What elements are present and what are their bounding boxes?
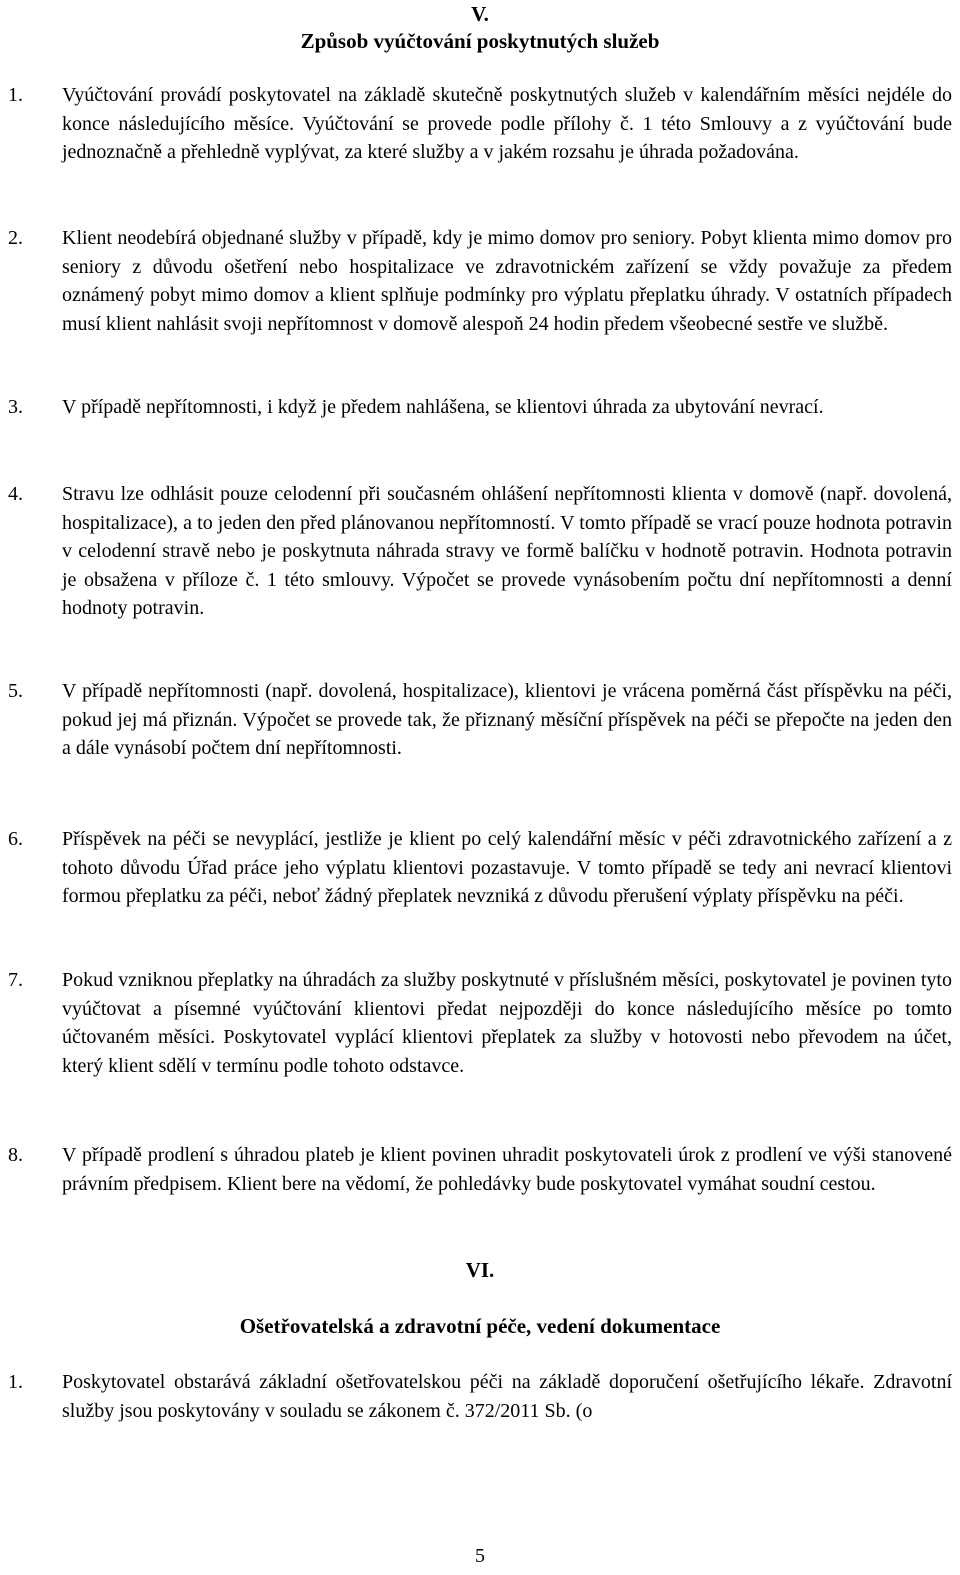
section-number: V.: [471, 2, 489, 26]
item-number: 3.: [8, 396, 23, 418]
item-text: Stravu lze odhlásit pouze celodenní při současném ohlášení nepřítomnosti klienta v domově (např. dovolená, hospitalizace), a to jeden den před plánovanou nepřítomností. V tomto případě se vrací pouze hodnota potravin v celodenní stravě nebo je poskytnuta náhrada stravy ve formě balíčku v hodnotě potravin. Hodnota potravin je obsažena v příloze č. 1 této smlouvy. Výpočet se provede vynásobením počtu dní nepřítomnosti a denní hodnoty potravin.: [62, 483, 952, 619]
item-text: Poskytovatel obstarává základní ošetřovatelskou péči na základě doporučení ošetřujícího lékaře. Zdravotní služby jsou poskytovány v souladu se zákonem č. 372/2011 Sb. (o: [62, 1371, 952, 1422]
section-number: VI.: [465, 1258, 495, 1282]
item-text: Příspěvek na péči se nevyplácí, jestliže je klient po celý kalendářní měsíc v péči zdravotnického zařízení a z tohoto důvodu Úřad práce jeho výplatu klientovi pozastavuje. V tomto případě se tedy ani nevrací klientovi formou přeplatku za péči, neboť žádný přeplatek nevzniká z důvodu přerušení výplaty příspěvku na péči.: [62, 828, 952, 907]
section-title: Ošetřovatelská a zdravotní péče, vedení dokumentace: [239, 1314, 721, 1338]
item-number: 7.: [8, 969, 23, 991]
item-number: 1.: [8, 84, 23, 106]
item-text: V případě nepřítomnosti, i když je předem nahlášena, se klientovi úhrada za ubytování nevrací.: [62, 396, 824, 418]
item-number: 8.: [8, 1144, 23, 1166]
item-text: Klient neodebírá objednané služby v případě, kdy je mimo domov pro seniory. Pobyt klienta mimo domov pro seniory z důvodu ošetření nebo hospitalizace ve zdravotnickém zařízení se vždy považuje za předem oznámený pobyt mimo domov a klient splňuje podmínky pro výplatu přeplatku úhrady. V ostatních případech musí klient nahlásit svoji nepřítomnost v domově alespoň 24 hodin předem všeobecné sestře ve službě.: [62, 227, 952, 335]
item-number: 2.: [8, 227, 23, 249]
item-number: 4.: [8, 483, 23, 505]
item-number: 1.: [8, 1371, 23, 1393]
item-number: 5.: [8, 680, 23, 702]
item-text: V případě nepřítomnosti (např. dovolená, hospitalizace), klientovi je vrácena poměrná část příspěvku na péči, pokud jej má přiznán. Výpočet se provede tak, že přiznaný měsíční příspěvek na péči se přepočte na jeden den a dále vynásobí počtem dní nepřítomnosti.: [62, 680, 952, 759]
item-number: 6.: [8, 828, 23, 850]
item-text: V případě prodlení s úhradou plateb je klient povinen uhradit poskytovateli úrok z prodlení ve výši stanovené právním předpisem. Klient bere na vědomí, že pohledávky bude poskytovatel vymáhat soudní cestou.: [62, 1144, 952, 1195]
item-text: Pokud vzniknou přeplatky na úhradách za služby poskytnuté v příslušném měsíci, poskytovatel je povinen tyto vyúčtovat a písemné vyúčtování klientovi předat nejpozději do konce následujícího měsíce po tomto účtovaném měsíci. Poskytovatel vyplácí klientovi přeplatek za služby v hotovosti nebo převodem na účet, který klient sdělí v termínu podle tohoto odstavce.: [62, 969, 952, 1077]
item-text: Vyúčtování provádí poskytovatel na základě skutečně poskytnutých služeb v kalendářním měsíci nejdéle do konce následujícího měsíce. Vyúčtování se provede podle přílohy č. 1 této Smlouvy a z vyúčtování bude jednoznačně a přehledně vyplývat, za které služby a v jakém rozsahu je úhrada požadována.: [62, 84, 952, 163]
section-title: Způsob vyúčtování poskytnutých služeb: [300, 29, 660, 53]
page-number: 5: [475, 1545, 485, 1567]
